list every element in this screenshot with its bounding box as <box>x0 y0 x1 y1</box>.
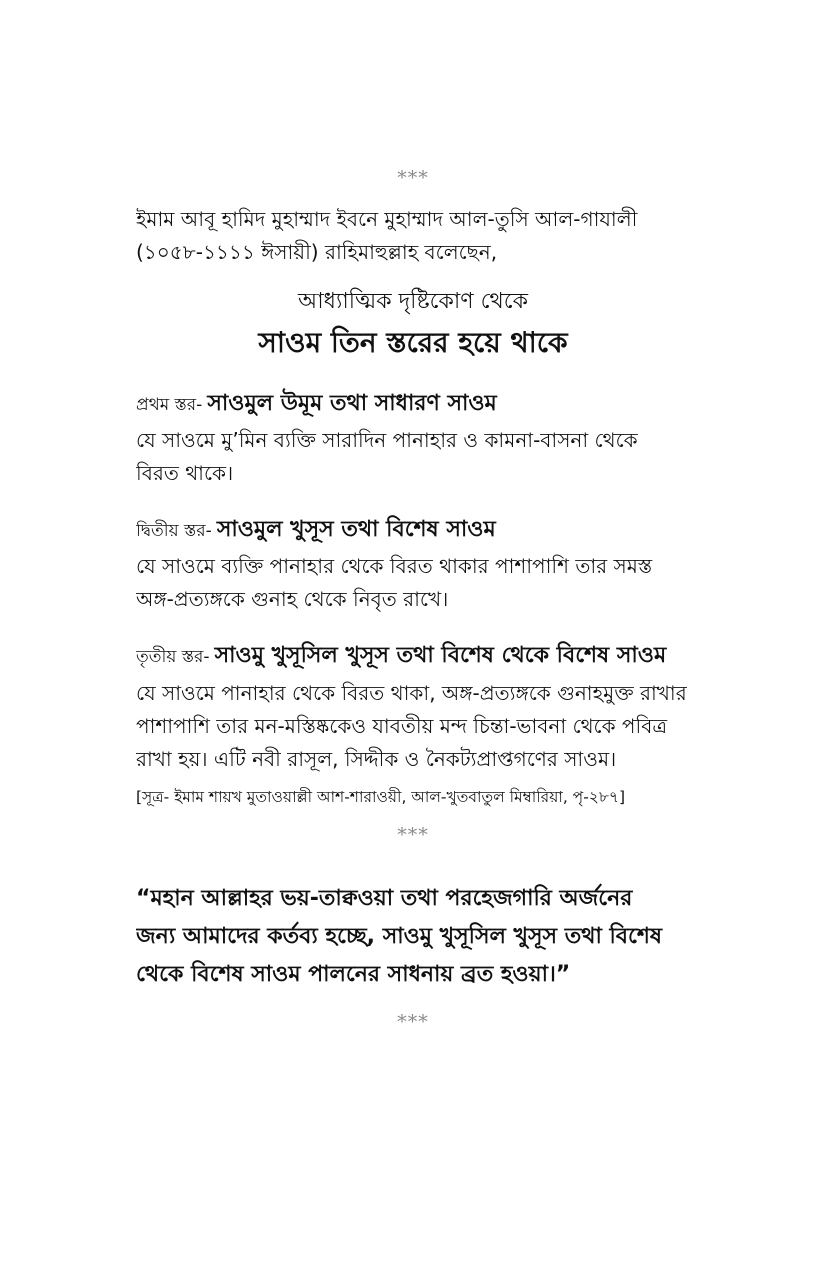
quote-line: থেকে বিশেষ সাওম পালনের সাধনায় ব্রত হওয়া।” <box>136 962 571 987</box>
level-1-line: বিরত থাকে। <box>136 461 234 485</box>
heading-title: সাওম তিন স্তরের হয়ে থাকে <box>258 326 568 359</box>
middle-separator: *** <box>397 824 429 846</box>
level-2-label: দ্বিতীয় স্তর- <box>136 521 212 541</box>
source-citation: [সূত্র- ইমাম শায়খ মুতাওয়াল্লী আশ-শারাওয়ী, আল-খুতবাতুল মিম্বারিয়া, পৃ-২৮৭] <box>136 788 626 806</box>
level-3-label: তৃতীয় স্তর- <box>136 647 210 667</box>
level-2-title <box>136 514 696 547</box>
quote-line: “মহান আল্লাহর ভয়-তাক্বওয়া তথা পরহেজগারি অর্জনের <box>136 886 633 911</box>
level-3-line: রাখা হয়। এটি নবী রাসূল, সিদ্দীক ও নৈকট্যপ্রাপ্তগণের সাওম। <box>136 747 617 771</box>
bottom-separator: *** <box>397 1011 429 1033</box>
level-3-title <box>136 640 696 673</box>
level-3-line: যে সাওমে পানাহার থেকে বিরত থাকা, অঙ্গ-প্রত্যঙ্গকে গুনাহমুক্ত রাখার <box>136 681 687 705</box>
heading-subtitle: আধ্যাত্মিক দৃষ্টিকোণ থেকে <box>298 289 528 314</box>
level-3-description <box>136 677 694 776</box>
level-1-title <box>136 388 696 421</box>
level-1-line: যে সাওমে মু’মিন ব্যক্তি সারাদিন পানাহার ও কামনা-বাসনা থেকে <box>136 428 638 452</box>
level-3-name: সাওমু খুসূসিল খুসূস তথা বিশেষ থেকে বিশেষ সাওম <box>214 643 667 668</box>
level-2-line: যে সাওমে ব্যক্তি পানাহার থেকে বিরত থাকার পাশাপাশি তার সমস্ত <box>136 554 653 578</box>
level-2-name: সাওমুল খুসূস তথা বিশেষ সাওম <box>216 517 496 542</box>
level-3-line: পাশাপাশি তার মন-মস্তিষ্ককেও যাবতীয় মন্দ চিন্তা-ভাবনা থেকে পবিত্র <box>136 714 668 738</box>
level-1-description <box>136 424 694 490</box>
top-separator: *** <box>397 167 429 189</box>
closing-quote <box>136 880 696 994</box>
intro-line: ইমাম আবূ হামিদ মুহাম্মাদ ইবনে মুহাম্মাদ আল-তুসি আল-গাযালী <box>136 207 638 231</box>
intro-line: (১০৫৮-১১১১ ঈসায়ী) রাহিমাহুল্লাহ বলেছেন, <box>136 240 498 264</box>
level-1-name: সাওমুল উমূম তথা সাধারণ সাওম <box>207 391 497 416</box>
intro-paragraph <box>136 203 694 269</box>
quote-line: জন্য আমাদের কর্তব্য হচ্ছে, সাওমু খুসূসিল খুসূস তথা বিশেষ <box>136 924 663 949</box>
level-2-description <box>136 550 694 616</box>
level-2-line: অঙ্গ-প্রত্যঙ্গকে গুনাহ থেকে নিবৃত রাখে। <box>136 587 449 611</box>
level-1-label: প্রথম স্তর- <box>136 395 203 415</box>
